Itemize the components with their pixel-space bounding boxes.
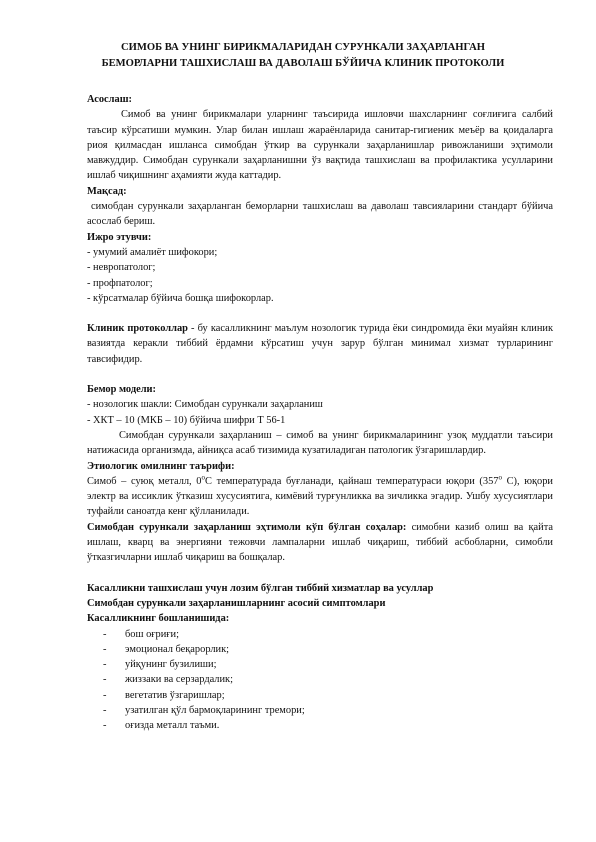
list-item: - жиззаки ва серзардалик; — [87, 672, 553, 687]
risk-text: симобни казиб олиш ва қайта ишлаш, кварц ва энергияни тежовчи лампаларни ишлаб чиқариш, тиббий асбобларни, симобли ўтказгичларни ишлаб чиқариш ва бошқалар. — [87, 521, 553, 564]
list-item: - вегетатив ўзгаришлар; — [87, 688, 553, 703]
risk-lead: Симобдан сурункали заҳарланиш эҳтимоли кўп бўлган соҳалар: — [87, 521, 407, 533]
patient-model-code: - ХКТ – 10 (МКБ – 10) бўйича шифри Т 56-1 — [87, 414, 286, 426]
risk-paragraph — [87, 520, 553, 566]
list-item: - бош оғриғи; — [87, 627, 553, 642]
etiology-text-a: Симоб – суюқ металл, 0 — [87, 475, 202, 487]
goal-heading: Мақсад: — [87, 185, 127, 197]
degree-mark: о — [201, 473, 205, 482]
executor-item: - кўрсатмалар бўйича бошқа шифокорлар. — [87, 292, 274, 304]
patient-model-text: Симобдан сурункали заҳарланиш – симоб ва унинг бирикмаларининг узоқ муддатли таъсири натижасида организмда, айниқса асаб тизимида кузатиладиган патологик ўзгаришлардир. — [87, 429, 553, 457]
services-heading: Касалликни ташхислаш учун лозим бўлган тиббий хизматлар ва усуллар — [87, 582, 434, 594]
list-item: - узатилган қўл бармоқларининг тремори; — [87, 703, 553, 718]
onset-heading: Касалликнинг бошланишида: — [87, 613, 230, 625]
document-title — [60, 40, 546, 72]
list-item: - эмоционал беқарорлик; — [87, 642, 553, 657]
etiology-text — [87, 474, 553, 520]
protocols-lead: Клиник протоколлар — [87, 323, 188, 335]
executor-item: - невропатолог; — [87, 262, 156, 274]
degree-mark: о — [498, 473, 502, 482]
document-body — [87, 92, 553, 734]
list-item: - уйқунинг бузилиши; — [87, 657, 553, 672]
executor-item: - умумий амалиёт шифокори; — [87, 246, 218, 258]
etiology-text-b: С температурада буғланади, қайнаш температураси юқори (357 — [205, 475, 499, 487]
goal-text: симобдан сурункали заҳарланган беморларни ташхислаш ва даволаш тавсияларини стандарт бўйича асослаб бериш. — [87, 201, 553, 228]
protocols-paragraph — [87, 321, 553, 367]
etiology-heading: Этиологик омилнинг таърифи: — [87, 460, 235, 472]
executor-item: - профпатолог; — [87, 277, 153, 289]
title-line-1: СИМОБ ВА УНИНГ БИРИКМАЛАРИДАН СУРУНКАЛИ ЗАҲАРЛАНГАН — [120, 42, 486, 53]
protocols-text: - бу касалликнинг маълум нозологик турида ёки синдромида ёки муайян клиник вазиятда керакли тиббий ёрдамни кўрсатиш учун зарур бўлган минимал хизмат турларининг тавсифидир. — [87, 323, 553, 365]
list-item: - оғизда металл таъми. — [87, 718, 553, 733]
symptom-list — [87, 627, 553, 734]
title-line-2: БЕМОРЛАРНИ ТАШХИСЛАШ ВА ДАВОЛАШ БЎЙИЧА КЛИНИК ПРОТОКОЛИ — [101, 58, 505, 69]
etiology-text-c: С), юқори электр ва иссиклик ўтказиш хусусиятига, кимёвий турғунликка ва зичликка эгадир. Ушбу хусусиятлари туфайли саноатда кенг қўлланилади. — [87, 475, 553, 518]
executors-heading: Ижро этувчи: — [87, 231, 152, 243]
basis-text: Симоб ва унинг бирикмалари уларнинг таъсирида ишловчи шахсларнинг соғлиғига салбий таъсир кўрсатиши мумкин. Улар билан ишлаш жараёнларида санитар-гигиеник меъёр ва қоидаларга риоя қилмасдан ишланса симобдан ўткир ва сурункали заҳарланишлар ривожланиши эҳтимоли мавжуддир. Симобдан сурункали заҳарланишни ўз вақтида ташхислаш ва профилактика усулларини ишлаб чиқишнинг аҳамияти жуда каттадир. — [87, 109, 553, 182]
patient-model-nosology: - нозологик шакли: Симобдан сурункали заҳарланиш — [87, 399, 323, 411]
patient-model-heading: Бемор модели: — [87, 384, 156, 396]
basis-heading: Асослаш: — [87, 94, 132, 105]
symptoms-heading: Симобдан сурункали заҳарланишларнинг асосий симптомлари — [87, 597, 386, 609]
